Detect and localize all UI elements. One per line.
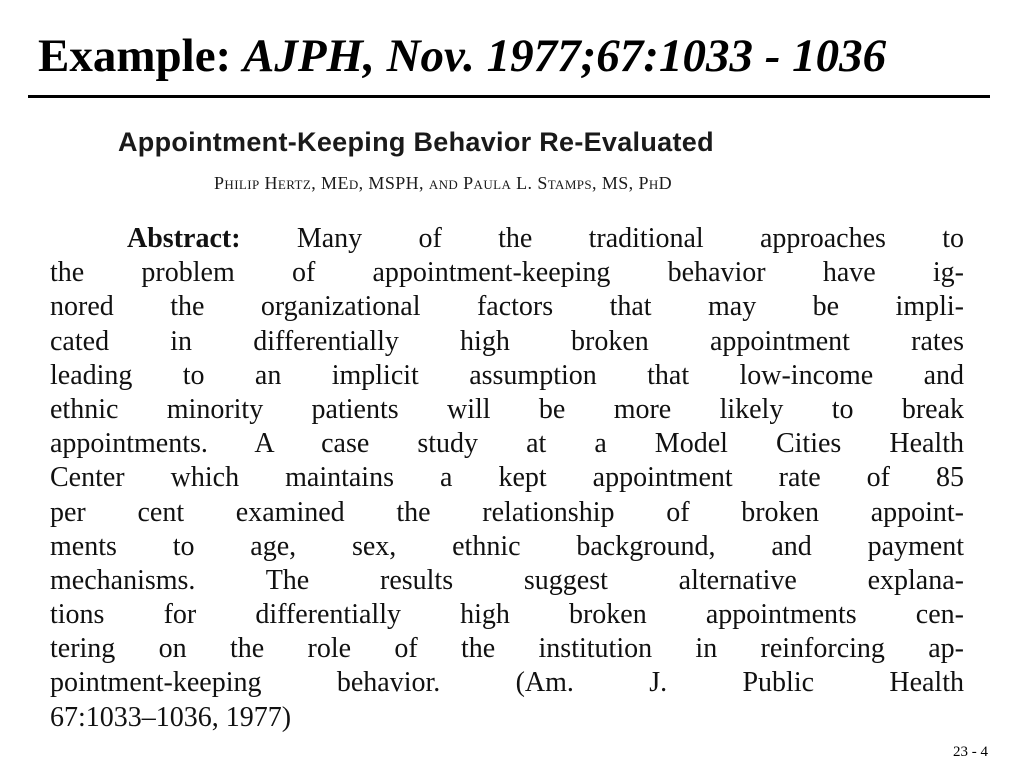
abstract-line: cated in differentially high broken appointment rates: [50, 325, 964, 357]
abstract-line: tering on the role of the institution in reinforcing ap-: [50, 633, 964, 665]
abstract-line: appointments. A case study at a Model Cities Health: [50, 428, 964, 460]
page-number: 23 - 4: [953, 744, 988, 760]
abstract-line: per cent examined the relationship of broken appoint-: [50, 496, 964, 528]
abstract-line: 67:1033–1036, 1977): [50, 701, 292, 733]
article-authors: Philip Hertz, MEd, MSPH, and Paula L. Stamps, MS, PhD: [214, 173, 673, 193]
article-excerpt-image: [40, 118, 972, 733]
slide-title-prefix: Example:: [38, 30, 232, 82]
abstract-label: Abstract:: [127, 223, 241, 254]
abstract-line: pointment-keeping behavior. (Am. J. Public Health: [50, 667, 964, 699]
slide-title-citation: AJPH, Nov. 1977;67:1033 - 1036: [242, 30, 887, 82]
title-underline-divider: [28, 95, 990, 98]
abstract-line: ethnic minority patients will be more likely to break: [50, 393, 964, 425]
abstract-line: leading to an implicit assumption that low-income and: [50, 359, 964, 391]
abstract-line-text: Many of the traditional approaches to: [296, 223, 964, 254]
article-abstract: [50, 222, 964, 735]
abstract-line: mechanisms. The results suggest alternative explana-: [50, 564, 964, 596]
abstract-line: ments to age, sex, ethnic background, and payment: [50, 530, 964, 562]
abstract-line: Center which maintains a kept appointment rate of 85: [50, 462, 964, 494]
abstract-line: tions for differentially high broken appointments cen-: [50, 599, 964, 631]
abstract-line: [50, 222, 964, 256]
article-heading: Appointment-Keeping Behavior Re-Evaluated: [118, 127, 714, 157]
abstract-line: the problem of appointment-keeping behavior have ig-: [50, 257, 964, 289]
abstract-line: nored the organizational factors that may be impli-: [50, 291, 964, 323]
slide-title: [38, 28, 886, 84]
